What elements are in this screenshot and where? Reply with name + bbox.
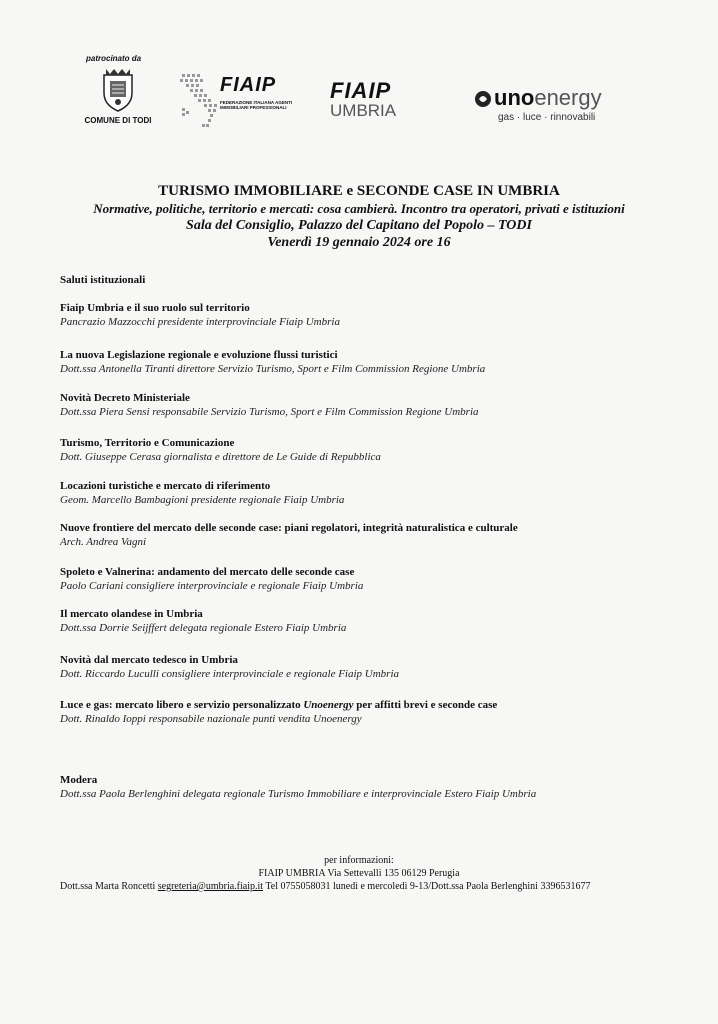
program — [60, 273, 700, 800]
fiaip-umbria-sub: UMBRIA — [330, 101, 397, 120]
logo-bar — [0, 50, 718, 150]
fiaip-umbria-brand: FIAIP — [330, 78, 392, 103]
fiaip-brand: FIAIP — [220, 74, 277, 96]
program-item-title: Nuove frontiere del mercato delle seconde case: piani regolatori, integrità naturalistica e culturale — [60, 522, 518, 534]
program-item — [60, 565, 700, 593]
program-item-title-post: per affitti brevi e seconde case — [353, 699, 498, 711]
fiaip-subtitle: FEDERAZIONE ITALIANA AGENTI IMMOBILIARI PROFESSIONALI — [220, 100, 293, 110]
comune-di-todi-logo — [78, 54, 158, 125]
todi-crest-icon — [98, 67, 138, 113]
program-item — [60, 301, 700, 329]
program-item-title: Il mercato olandese in Umbria — [60, 608, 203, 620]
program-item — [60, 698, 700, 726]
unoenergy-brand-light: energy — [534, 85, 602, 110]
program-item-speaker: Paolo Cariani consigliere interprovinciale e regionale Fiaip Umbria — [60, 580, 364, 592]
moderator-name: Dott.ssa Paola Berlenghini delegata regionale Turismo Immobiliare e interprovinciale Estero Fiaip Umbria — [60, 788, 537, 800]
program-item-speaker: Arch. Andrea Vagni — [60, 536, 147, 548]
program-item-title: Novità Decreto Ministeriale — [60, 392, 190, 404]
program-item — [60, 479, 700, 507]
unoenergy-brand-bold: uno — [494, 85, 535, 110]
program-intro: Saluti istituzionali — [60, 274, 146, 286]
program-item-title: Spoleto e Valnerina: andamento del mercato delle seconde case — [60, 566, 355, 578]
program-item — [60, 521, 700, 549]
program-item-speaker: Dott.ssa Piera Sensi responsabile Servizio Turismo, Sport e Film Commission Regione Umbria — [60, 406, 479, 418]
footer-address: FIAIP UMBRIA Via Settevalli 135 06129 Perugia — [258, 868, 460, 879]
event-venue: Sala del Consiglio, Palazzo del Capitano del Popolo – TODI — [186, 218, 532, 233]
contact-email-link[interactable]: segreteria@umbria.fiaip.it — [157, 881, 264, 892]
program-item-title: Turismo, Territorio e Comunicazione — [60, 437, 235, 449]
italy-map-icon — [178, 72, 222, 134]
unoenergy-tagline: gas · luce · rinnovabili — [498, 112, 596, 123]
program-item — [60, 391, 700, 419]
program-item-speaker: Pancrazio Mazzocchi presidente interprovinciale Fiaip Umbria — [60, 316, 340, 328]
program-item-title-pre: Luce e gas: mercato libero e servizio personalizzato — [60, 699, 304, 711]
contact-pre: Dott.ssa Marta Roncetti — [60, 881, 158, 892]
program-item-title: Fiaip Umbria e il suo ruolo sul territorio — [60, 302, 250, 314]
unoenergy-logo — [474, 86, 644, 123]
program-item-title: Novità dal mercato tedesco in Umbria — [60, 654, 238, 666]
program-item-speaker: Dott. Giuseppe Cerasa giornalista e direttore de Le Guide di Repubblica — [60, 451, 381, 463]
program-item-speaker: Dott. Riccardo Luculli consigliere interprovinciale e regionale Fiaip Umbria — [60, 668, 400, 680]
program-item — [60, 653, 700, 681]
moderator-label: Modera — [60, 774, 98, 786]
program-item-speaker: Dott.ssa Dorrie Seijffert delegata regionale Estero Fiaip Umbria — [60, 622, 347, 634]
fiaip-national-logo — [178, 72, 318, 142]
info-label: per informazioni: — [324, 855, 394, 866]
fiaip-umbria-logo — [330, 80, 420, 119]
comune-name: COMUNE DI TODI — [84, 116, 152, 125]
moderator — [60, 773, 700, 801]
program-item-title: La nuova Legislazione regionale e evoluzione flussi turistici — [60, 349, 338, 361]
program-item — [60, 607, 700, 635]
event-header — [0, 182, 718, 251]
program-item-title — [60, 698, 700, 712]
program-item-speaker: Dott.ssa Antonella Tiranti direttore Servizio Turismo, Sport e Film Commission Regione Umbria — [60, 363, 486, 375]
program-item-speaker: Geom. Marcello Bambagioni presidente regionale Fiaip Umbria — [60, 494, 345, 506]
event-subtitle: Normative, politiche, territorio e mercati: cosa cambierà. Incontro tra operatori, privati e istituzioni — [93, 201, 625, 216]
footer — [0, 854, 718, 892]
program-item-title: Locazioni turistiche e mercato di riferimento — [60, 480, 271, 492]
event-title: TURISMO IMMOBILIARE e SECONDE CASE IN UMBRIA — [158, 183, 560, 199]
program-item-speaker: Dott. Rinaldo Ioppi responsabile nazionale punti vendita Unoenergy — [60, 713, 362, 725]
event-date: Venerdì 19 gennaio 2024 ore 16 — [267, 235, 451, 250]
footer-contacts — [60, 880, 590, 893]
patrocinio-label: patrocinato da — [86, 54, 142, 63]
unoenergy-mark-icon — [474, 90, 492, 108]
unoenergy-brand — [474, 86, 644, 110]
program-item — [60, 436, 700, 464]
program-item — [60, 348, 700, 376]
contact-post: Tel 0755058031 lunedì e mercoledì 9-13/Dott.ssa Paola Berlenghini 3396531677 — [263, 881, 591, 892]
program-item-title-brand: Unoenergy — [303, 699, 354, 711]
